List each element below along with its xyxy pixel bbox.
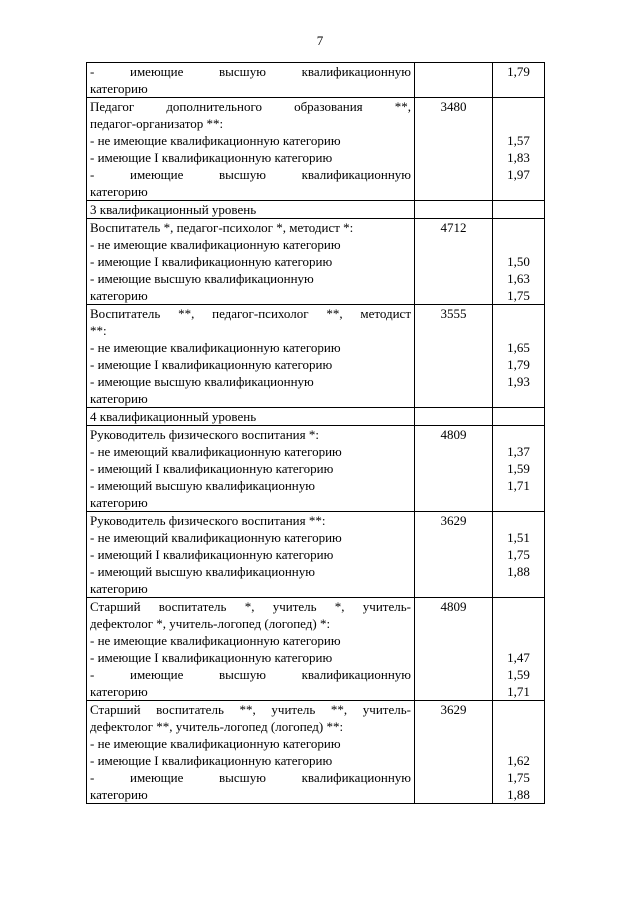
coefficient-blank: [496, 80, 541, 97]
position-title: Старший воспитатель **, учитель **, учитель-: [90, 702, 411, 717]
table-row: [87, 426, 545, 512]
coefficient-value: 1,83: [507, 150, 530, 165]
base-salary-value: 3629: [440, 702, 467, 717]
coefficient-blank: [496, 718, 541, 735]
coefficient-blank: [496, 598, 541, 615]
position-line: - не имеющие квалификационную категорию: [90, 340, 341, 355]
coefficient-blank: [496, 580, 541, 597]
coefficient-blank: [496, 183, 541, 200]
position-line: категорию: [90, 81, 148, 96]
position-line: категорию: [90, 184, 148, 199]
position-line: категорию: [90, 684, 148, 699]
coefficient-value: 1,57: [507, 133, 530, 148]
coefficient-blank: [496, 390, 541, 407]
coefficient-blank: [496, 494, 541, 511]
coefficient-value: 1,65: [507, 340, 530, 355]
table-row: [87, 598, 545, 701]
coefficient-value: 1,71: [507, 684, 530, 699]
coefficient-value: 1,88: [507, 787, 530, 802]
position-title: Руководитель физического воспитания *:: [90, 427, 319, 442]
base-salary-cell: [415, 201, 493, 219]
coefficient-cell: [493, 63, 545, 98]
coefficient-blank: [496, 98, 541, 115]
position-cell: [87, 98, 415, 201]
position-line: - имеющие высшую квалификационную: [90, 667, 411, 682]
position-line: категорию: [90, 787, 148, 802]
coefficient-blank: [496, 426, 541, 443]
position-line: - имеющие I квалификационную категорию: [90, 254, 333, 269]
position-line: педагог-организатор **:: [90, 116, 224, 131]
coefficient-blank: [496, 322, 541, 339]
position-line: категорию: [90, 581, 148, 596]
coefficient-value: 1,63: [507, 271, 530, 286]
coefficient-blank: [496, 735, 541, 752]
salary-coefficients-table: [86, 62, 545, 804]
coefficient-value: 1,75: [507, 547, 530, 562]
coefficient-cell: [493, 701, 545, 804]
coefficient-cell: [493, 201, 545, 219]
position-line: - имеющий I квалификационную категорию: [90, 461, 334, 476]
position-cell: [87, 512, 415, 598]
position-cell: [87, 426, 415, 512]
table-row: [87, 219, 545, 305]
coefficient-value: 1,97: [507, 167, 530, 182]
coefficient-value: 1,79: [507, 64, 530, 79]
coefficient-value: 1,51: [507, 530, 530, 545]
level-cell: [87, 408, 415, 426]
position-line: - не имеющие квалификационную категорию: [90, 633, 341, 648]
coefficient-cell: [493, 98, 545, 201]
position-line: дефектолог **, учитель-логопед (логопед) **:: [90, 719, 344, 734]
coefficient-cell: [493, 305, 545, 408]
level-cell: [87, 201, 415, 219]
base-salary-cell: [415, 701, 493, 804]
position-line: - имеющие высшую квалификационную: [90, 167, 411, 182]
coefficient-cell: [493, 598, 545, 701]
position-title: Воспитатель *, педагог-психолог *, методист *:: [90, 220, 354, 235]
position-title: Старший воспитатель *, учитель *, учитель-: [90, 599, 411, 614]
coefficient-cell: [493, 219, 545, 305]
position-line: - имеющий высшую квалификационную: [90, 564, 315, 579]
position-line: категорию: [90, 391, 148, 406]
position-line: дефектолог *, учитель-логопед (логопед) *:: [90, 616, 331, 631]
base-salary-cell: [415, 98, 493, 201]
table-row: [87, 63, 545, 98]
coefficient-blank: [496, 512, 541, 529]
coefficient-value: 1,71: [507, 478, 530, 493]
coefficient-value: 1,93: [507, 374, 530, 389]
base-salary-value: 4809: [440, 599, 467, 614]
position-cell: [87, 305, 415, 408]
coefficient-blank: [496, 615, 541, 632]
position-line: - не имеющие квалификационную категорию: [90, 736, 341, 751]
position-line: - имеющие I квалификационную категорию: [90, 753, 333, 768]
position-line: - имеющие высшую квалификационную: [90, 374, 314, 389]
position-line: - не имеющий квалификационную категорию: [90, 444, 342, 459]
position-line: категорию: [90, 288, 148, 303]
position-line: - имеющие высшую квалификационную: [90, 271, 314, 286]
base-salary-cell: [415, 512, 493, 598]
base-salary-value: 3555: [440, 306, 467, 321]
coefficient-blank: [496, 219, 541, 236]
position-title: Руководитель физического воспитания **:: [90, 513, 326, 528]
base-salary-value: 4712: [440, 220, 467, 235]
position-line: - имеющие высшую квалификационную: [90, 770, 411, 785]
position-line: - не имеющие квалификационную категорию: [90, 133, 341, 148]
base-salary-cell: [415, 598, 493, 701]
coefficient-value: 1,47: [507, 650, 530, 665]
table-body: [87, 63, 545, 804]
position-title: Воспитатель **, педагог-психолог **, методист: [90, 306, 411, 321]
coefficient-value: 1,37: [507, 444, 530, 459]
coefficient-value: 1,59: [507, 667, 530, 682]
table-row: [87, 98, 545, 201]
table-row: [87, 701, 545, 804]
coefficient-blank: [496, 305, 541, 322]
level-row: [87, 408, 545, 426]
position-line: - имеющие I квалификационную категорию: [90, 357, 333, 372]
position-line: - имеющий высшую квалификационную: [90, 478, 315, 493]
coefficient-value: 1,75: [507, 770, 530, 785]
position-cell: [87, 598, 415, 701]
position-line: - имеющие I квалификационную категорию: [90, 650, 333, 665]
coefficient-blank: [496, 115, 541, 132]
page-number: 7: [316, 33, 324, 48]
base-salary-cell: [415, 408, 493, 426]
qualification-level-label: 3 квалификационный уровень: [90, 202, 257, 217]
coefficient-value: 1,75: [507, 288, 530, 303]
coefficient-value: 1,79: [507, 357, 530, 372]
position-title: Педагог дополнительного образования **,: [90, 99, 411, 114]
coefficient-cell: [493, 512, 545, 598]
coefficient-value: 1,62: [507, 753, 530, 768]
position-cell: [87, 219, 415, 305]
position-line: категорию: [90, 495, 148, 510]
position-cell: [87, 701, 415, 804]
qualification-level-label: 4 квалификационный уровень: [90, 409, 257, 424]
position-line: - не имеющий квалификационную категорию: [90, 530, 342, 545]
coefficient-value: 1,88: [507, 564, 530, 579]
coefficient-blank: [496, 632, 541, 649]
base-salary-value: 4809: [440, 427, 467, 442]
base-salary-cell: [415, 305, 493, 408]
position-title: - имеющие высшую квалификационную: [90, 64, 411, 79]
coefficient-blank: [496, 236, 541, 253]
coefficient-cell: [493, 408, 545, 426]
table-row: [87, 305, 545, 408]
position-line: **:: [90, 323, 107, 338]
table-row: [87, 512, 545, 598]
coefficient-blank: [496, 701, 541, 718]
position-line: - имеющие I квалификационную категорию: [90, 150, 333, 165]
coefficient-value: 1,50: [507, 254, 530, 269]
level-row: [87, 201, 545, 219]
base-salary-cell: [415, 219, 493, 305]
base-salary-value: 3629: [440, 513, 467, 528]
position-cell: [87, 63, 415, 98]
coefficient-cell: [493, 426, 545, 512]
coefficient-value: 1,59: [507, 461, 530, 476]
position-line: - не имеющие квалификационную категорию: [90, 237, 341, 252]
base-salary-value: 3480: [440, 99, 467, 114]
base-salary-cell: [415, 63, 493, 98]
base-salary-cell: [415, 426, 493, 512]
position-line: - имеющий I квалификационную категорию: [90, 547, 334, 562]
